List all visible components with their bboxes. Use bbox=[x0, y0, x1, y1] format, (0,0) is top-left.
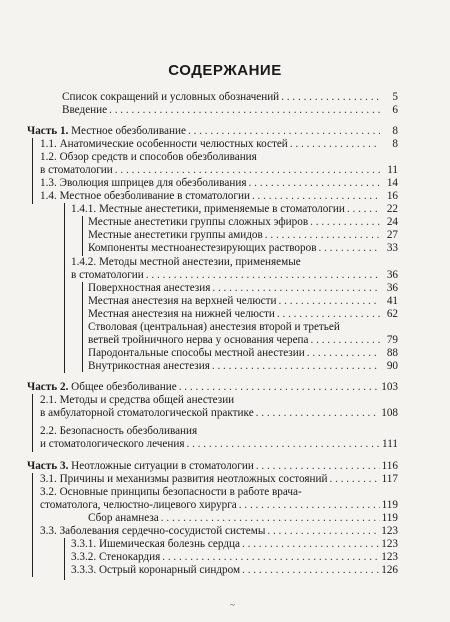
toc-entry-title bbox=[40, 138, 288, 151]
toc-entry-title bbox=[88, 229, 263, 242]
toc-entry-title bbox=[40, 425, 197, 438]
toc-entry-title bbox=[71, 203, 345, 216]
toc-entry[interactable] bbox=[88, 216, 398, 229]
toc-indent-guide bbox=[32, 473, 33, 577]
toc-entry-title bbox=[88, 347, 305, 360]
toc-entry[interactable] bbox=[27, 381, 398, 394]
toc-entry-title bbox=[88, 512, 159, 525]
toc-entry[interactable] bbox=[40, 499, 398, 512]
toc-entry[interactable] bbox=[40, 394, 398, 407]
toc-page-number: 36 bbox=[386, 269, 398, 281]
toc-entry-title bbox=[62, 91, 279, 104]
toc-leader-dots bbox=[290, 138, 380, 151]
toc-page-number: 119 bbox=[381, 512, 398, 524]
toc-page-number: 116 bbox=[381, 460, 398, 472]
toc-entry[interactable] bbox=[88, 295, 398, 308]
toc-leader-dots bbox=[239, 499, 380, 512]
toc-indent-guide bbox=[32, 394, 33, 452]
toc-entry[interactable] bbox=[40, 486, 398, 499]
toc-entry-text: Неотложные ситуации в стоматологии bbox=[68, 460, 254, 472]
toc-entry[interactable] bbox=[40, 177, 398, 190]
toc-entry-title bbox=[88, 216, 308, 229]
toc-entry-title bbox=[27, 460, 254, 473]
toc-entry-text: 1.4.2. Методы местной анестезии, применяемые bbox=[71, 256, 301, 268]
toc-entry-title bbox=[40, 525, 265, 538]
toc-entry-title bbox=[40, 394, 234, 407]
toc-page-number: 8 bbox=[392, 125, 398, 137]
toc-entry[interactable] bbox=[71, 203, 398, 216]
toc-entry[interactable] bbox=[88, 229, 398, 242]
toc-leader-dots bbox=[256, 407, 380, 420]
toc-page-number: 11 bbox=[387, 164, 398, 176]
toc-entry-text: в стоматологии bbox=[40, 164, 113, 176]
toc-entry-title bbox=[40, 190, 250, 203]
toc-page-number: 5 bbox=[392, 91, 398, 103]
toc-entry[interactable] bbox=[88, 308, 398, 321]
toc-page-number: 123 bbox=[381, 538, 398, 550]
toc-entry[interactable] bbox=[88, 242, 398, 255]
toc-entry[interactable] bbox=[71, 564, 398, 577]
toc-entry-text: и стоматологического лечения bbox=[40, 438, 185, 450]
toc-leader-dots bbox=[277, 308, 380, 321]
toc-indent-guide bbox=[32, 138, 33, 204]
toc-entry-title bbox=[71, 564, 240, 577]
toc-leader-dots bbox=[249, 177, 381, 190]
toc-page-number: 111 bbox=[382, 438, 398, 450]
toc-entry-title bbox=[40, 473, 328, 486]
toc-entry[interactable] bbox=[27, 460, 398, 473]
toc-leader-dots bbox=[267, 525, 379, 538]
toc-indent-guide bbox=[64, 203, 65, 373]
toc-leader-dots bbox=[311, 334, 381, 347]
toc-leader-dots bbox=[242, 564, 379, 577]
toc-indent-guide bbox=[64, 538, 65, 580]
toc-leader-dots bbox=[188, 125, 380, 138]
toc-entry[interactable] bbox=[88, 360, 398, 373]
toc-page-number: 33 bbox=[386, 242, 398, 254]
toc-entry[interactable] bbox=[40, 425, 398, 438]
toc-leader-dots bbox=[179, 381, 380, 394]
toc-page-number: 88 bbox=[386, 347, 398, 359]
toc-entry[interactable] bbox=[40, 407, 398, 420]
toc-page-number: 6 bbox=[392, 104, 398, 116]
toc-entry[interactable] bbox=[40, 438, 398, 451]
toc-entry-text: Местные анестетики группы сложных эфиров bbox=[88, 216, 309, 228]
toc-page-number: 117 bbox=[381, 473, 398, 485]
toc-page-number: 123 bbox=[381, 525, 398, 537]
toc-entry-text: Общее обезболивание bbox=[68, 381, 177, 393]
scan-mark: ~ bbox=[230, 600, 235, 610]
toc-entry-text: Компоненты местноанестезирующих растворов bbox=[88, 242, 317, 254]
toc-entry[interactable] bbox=[40, 151, 398, 164]
toc-entry[interactable] bbox=[62, 91, 398, 104]
toc-page-number: 24 bbox=[386, 216, 398, 228]
toc-page-number: 41 bbox=[386, 295, 398, 307]
toc-part-label: Часть 2. bbox=[27, 381, 69, 393]
toc-page-number: 8 bbox=[392, 138, 398, 150]
page-title: СОДЕРЖАНИЕ bbox=[168, 62, 282, 79]
toc-leader-dots bbox=[347, 203, 380, 216]
toc-entry-title bbox=[71, 256, 301, 269]
toc-entry-text: 3.3.3. Острый коронарный синдром bbox=[71, 564, 241, 576]
toc-entry-text: 3.3.2. Стенокардия bbox=[71, 551, 161, 563]
toc-leader-dots bbox=[281, 91, 380, 104]
toc-leader-dots bbox=[310, 216, 380, 229]
toc-entry-text: 3.3.1. Ишемическая болезнь сердца bbox=[71, 538, 240, 550]
toc-leader-dots bbox=[109, 104, 380, 117]
toc-leader-dots bbox=[146, 269, 380, 282]
toc-entry[interactable] bbox=[71, 269, 398, 282]
toc-entry-text: стоматолога, челюстно-лицевого хирурга bbox=[40, 499, 237, 511]
toc-page-number: 79 bbox=[386, 334, 398, 346]
toc-entry-title bbox=[40, 407, 254, 420]
toc-entry-text: в стоматологии bbox=[71, 269, 144, 281]
toc-entry-text: Сбор анамнеза bbox=[88, 512, 159, 524]
toc-entry-title bbox=[88, 242, 316, 255]
toc-entry-title bbox=[71, 551, 160, 564]
toc-entry[interactable] bbox=[88, 347, 398, 360]
toc-entry-text: 2.2. Безопасность обезболивания bbox=[40, 425, 198, 437]
toc-entry-text: Введение bbox=[62, 104, 108, 116]
toc-entry[interactable] bbox=[71, 538, 398, 551]
toc-entry-text: 1.2. Обзор средств и способов обезболивания bbox=[40, 151, 257, 163]
toc-entry-title bbox=[88, 334, 309, 347]
toc-entry[interactable] bbox=[71, 256, 398, 269]
toc-page-number: 123 bbox=[381, 551, 398, 563]
toc-page-number: 103 bbox=[381, 381, 398, 393]
toc-leader-dots bbox=[162, 551, 379, 564]
toc-page-number: 108 bbox=[381, 407, 398, 419]
toc-entry[interactable] bbox=[40, 164, 398, 177]
toc-entry-title bbox=[71, 538, 240, 551]
toc-entry[interactable] bbox=[27, 125, 398, 138]
toc-indent-guide bbox=[82, 282, 83, 372]
toc-entry-title bbox=[88, 282, 210, 295]
toc-leader-dots bbox=[318, 242, 380, 255]
toc-entry-title bbox=[40, 151, 257, 164]
toc-entry-title bbox=[40, 486, 302, 499]
toc-entry-text: Местные анестетики группы амидов bbox=[88, 229, 263, 241]
toc-entry-text: 1.4. Местное обезболивание в стоматологии bbox=[40, 190, 250, 202]
toc-leader-dots bbox=[279, 295, 380, 308]
toc-page-number: 126 bbox=[381, 564, 398, 576]
toc-entry-text: Поверхностная анестезия bbox=[88, 282, 211, 294]
toc-page-number: 62 bbox=[386, 308, 398, 320]
toc-page-number: 119 bbox=[381, 499, 398, 511]
toc-entry[interactable] bbox=[88, 512, 398, 525]
toc-entry[interactable] bbox=[40, 473, 398, 486]
toc-entry-text: Местная анестезия на нижней челюсти bbox=[88, 308, 275, 320]
toc-indent-guide bbox=[82, 216, 83, 256]
toc-entry-text: Внутрикостная анестезия bbox=[88, 360, 210, 372]
toc-entry[interactable] bbox=[40, 190, 398, 203]
toc-page-number: 16 bbox=[386, 190, 398, 202]
toc-leader-dots bbox=[186, 438, 380, 451]
toc-entry-title bbox=[88, 308, 275, 321]
toc-entry[interactable] bbox=[40, 138, 398, 151]
toc-leader-dots bbox=[115, 164, 380, 177]
toc-page-number: 14 bbox=[386, 177, 398, 189]
toc-page-number: 27 bbox=[386, 229, 398, 241]
toc-entry-text: 3.1. Причины и механизмы развития неотложных состояний bbox=[40, 473, 328, 485]
toc-entry-title bbox=[88, 321, 340, 334]
toc-entry-title bbox=[40, 164, 113, 177]
toc-entry-title bbox=[27, 125, 186, 138]
toc-entry-title bbox=[40, 499, 237, 512]
toc-entry[interactable] bbox=[88, 321, 398, 334]
toc-leader-dots bbox=[212, 360, 380, 373]
toc-entry-text: Пародонтальные способы местной анестезии bbox=[88, 347, 305, 359]
toc-part-label: Часть 1. bbox=[27, 125, 69, 137]
toc-entry-text: Местное обезболивание bbox=[68, 125, 186, 137]
toc-entry-text: 3.3. Заболевания сердечно-сосудистой системы bbox=[40, 525, 266, 537]
toc-leader-dots bbox=[242, 538, 379, 551]
toc-leader-dots bbox=[265, 229, 380, 242]
toc-entry[interactable] bbox=[40, 525, 398, 538]
toc-entry[interactable] bbox=[71, 551, 398, 564]
toc-entry-text: 1.3. Эволюция шприцев для обезболивания bbox=[40, 177, 247, 189]
toc-entry-title bbox=[62, 104, 107, 117]
toc-entry-title bbox=[71, 269, 144, 282]
toc-entry-text: Список сокращений и условных обозначений bbox=[62, 91, 280, 103]
toc-part-label: Часть 3. bbox=[27, 460, 69, 472]
toc-leader-dots bbox=[330, 473, 380, 486]
toc-page-number: 22 bbox=[386, 203, 398, 215]
toc-entry-text: 2.1. Методы и средства общей анестезии bbox=[40, 394, 235, 406]
toc-page-number: 36 bbox=[386, 282, 398, 294]
toc-entry-title bbox=[40, 438, 184, 451]
toc-entry-text: в амбулаторной стоматологической практике bbox=[40, 407, 254, 419]
toc-entry[interactable] bbox=[62, 104, 398, 117]
toc-entry-text: 1.4.1. Местные анестетики, применяемые в стоматологии bbox=[71, 203, 345, 215]
toc-leader-dots bbox=[161, 512, 380, 525]
toc-entry-text: 1.1. Анатомические особенности челюстных костей bbox=[40, 138, 288, 150]
toc-entry-title bbox=[88, 295, 277, 308]
toc-entry[interactable] bbox=[88, 282, 398, 295]
toc-entry[interactable] bbox=[88, 334, 398, 347]
toc-leader-dots bbox=[252, 190, 380, 203]
toc-entry-title bbox=[27, 381, 177, 394]
toc-leader-dots bbox=[212, 282, 380, 295]
toc-entry-text: 3.2. Основные принципы безопасности в работе врача- bbox=[40, 486, 302, 498]
toc-entry-text: Стволовая (центральная) анестезия второй и третьей bbox=[88, 321, 340, 333]
toc-entry-text: ветвей тройничного нерва у основания черепа bbox=[88, 334, 309, 346]
toc-entry-text: Местная анестезия на верхней челюсти bbox=[88, 295, 277, 307]
toc-leader-dots bbox=[256, 460, 380, 473]
toc-leader-dots bbox=[307, 347, 380, 360]
toc-entry-title bbox=[40, 177, 247, 190]
toc-entry-title bbox=[88, 360, 210, 373]
toc-page-number: 90 bbox=[386, 360, 398, 372]
